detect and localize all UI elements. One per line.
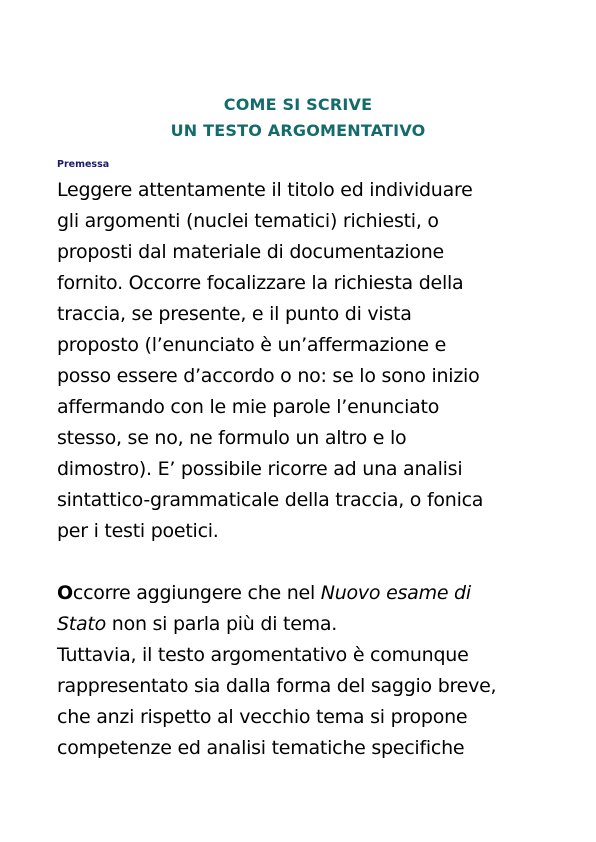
text-line: posso essere d’accordo o no: se lo sono inizio	[57, 365, 480, 387]
text-line: affermando con le mie parole l’enunciato	[57, 396, 440, 418]
text-line: proposti dal materiale di documentazione	[57, 241, 444, 263]
text-line: rappresentato sia dalla forma del saggio breve,	[57, 675, 497, 697]
text-line: per i testi poetici.	[57, 520, 219, 542]
section-label: Premessa	[57, 159, 110, 170]
text-line	[57, 609, 557, 640]
text-line: Leggere attentamente il titolo ed individuare	[57, 179, 473, 201]
text-span: non si parla più di tema.	[105, 613, 338, 635]
text-line: che anzi rispetto al vecchio tema si propone	[57, 706, 468, 728]
text-line: traccia, se presente, e il punto di vista	[57, 303, 412, 325]
title-line-1: COME SI SCRIVE	[223, 95, 373, 114]
text-span: ccorre aggiungere che nel	[72, 582, 321, 604]
italic-span: Stato	[57, 613, 106, 635]
text-line	[57, 578, 557, 609]
text-line: dimostro). E’ possibile ricorre ad una analisi	[57, 458, 463, 480]
body-text	[57, 175, 557, 764]
title-line-2: UN TESTO ARGOMENTATIVO	[170, 121, 426, 140]
paragraph-spacer	[57, 547, 557, 578]
paragraph-nuovo-esame	[57, 578, 557, 764]
drop-initial: O	[57, 582, 73, 604]
text-line: stesso, se no, ne formulo un altro e lo	[57, 427, 407, 449]
text-line: sintattico-grammaticale della traccia, o fonica	[57, 489, 484, 511]
text-line: fornito. Occorre focalizzare la richiesta della	[57, 272, 464, 294]
paragraph-premessa	[57, 175, 557, 547]
italic-span: Nuovo esame di	[320, 582, 471, 604]
text-line: proposto (l’enunciato è un’affermazione e	[57, 334, 447, 356]
text-line: competenze ed analisi tematiche specifiche	[57, 737, 465, 759]
text-line: Tuttavia, il testo argomentativo è comunque	[57, 644, 469, 666]
text-line: gli argomenti (nuclei tematici) richiesti, o	[57, 210, 439, 232]
document-title	[0, 92, 596, 144]
